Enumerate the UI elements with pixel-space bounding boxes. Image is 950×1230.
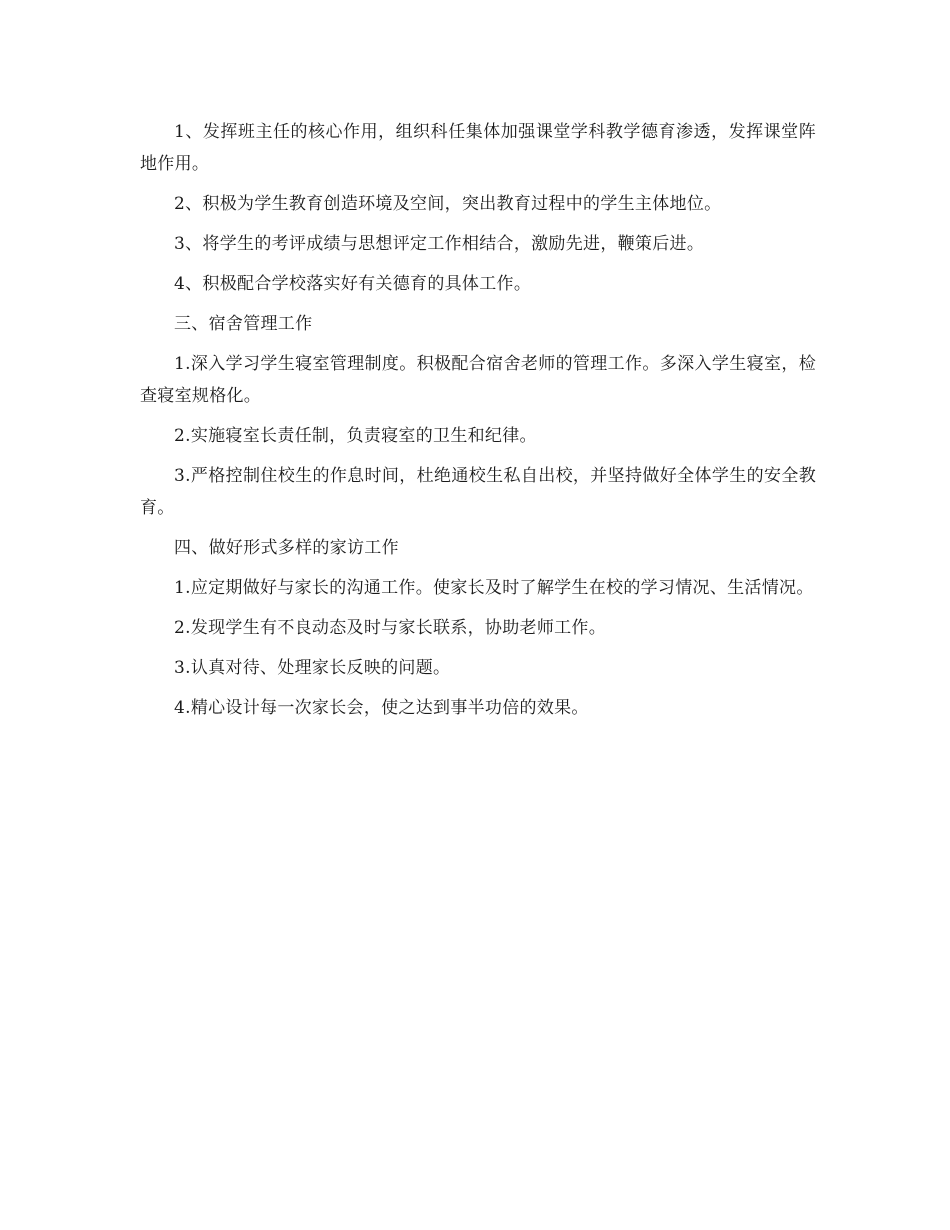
list-item-moral-education: 4、积极配合学校落实好有关德育的具体工作。 [174, 274, 532, 294]
list-item-contact-parents: 2.发现学生有不良动态及时与家长联系，协助老师工作。 [174, 618, 607, 638]
list-item-class-teacher-role: 1、发挥班主任的核心作用，组织科任集体加强课堂学科教学德育渗透，发挥课堂阵地作用。 [140, 122, 816, 174]
list-item-parent-communication: 1.应定期做好与家长的沟通工作。使家长及时了解学生在校的学习情况、生活情况。 [174, 578, 814, 598]
section-heading-home-visits: 四、做好形式多样的家访工作 [174, 538, 399, 558]
document-body [140, 116, 816, 732]
list-item-education-environment: 2、积极为学生教育创造环境及空间，突出教育过程中的学生主体地位。 [174, 194, 722, 214]
list-item-handle-feedback: 3.认真对待、处理家长反映的问题。 [174, 658, 451, 678]
list-item-dorm-leader: 2.实施寝室长责任制，负责寝室的卫生和纪律。 [174, 426, 537, 446]
list-item-dorm-rules: 1.深入学习学生寝室管理制度。积极配合宿舍老师的管理工作。多深入学生寝室，检查寝室规格化。 [140, 354, 816, 406]
list-item-schedule-safety: 3.严格控制住校生的作息时间，杜绝通校生私自出校，并坚持做好全体学生的安全教育。 [140, 466, 816, 518]
section-heading-dormitory: 三、宿舍管理工作 [174, 314, 313, 334]
list-item-parent-meeting: 4.精心设计每一次家长会，使之达到事半功倍的效果。 [174, 698, 589, 718]
list-item-assessment: 3、将学生的考评成绩与思想评定工作相结合，激励先进，鞭策后进。 [174, 234, 705, 254]
